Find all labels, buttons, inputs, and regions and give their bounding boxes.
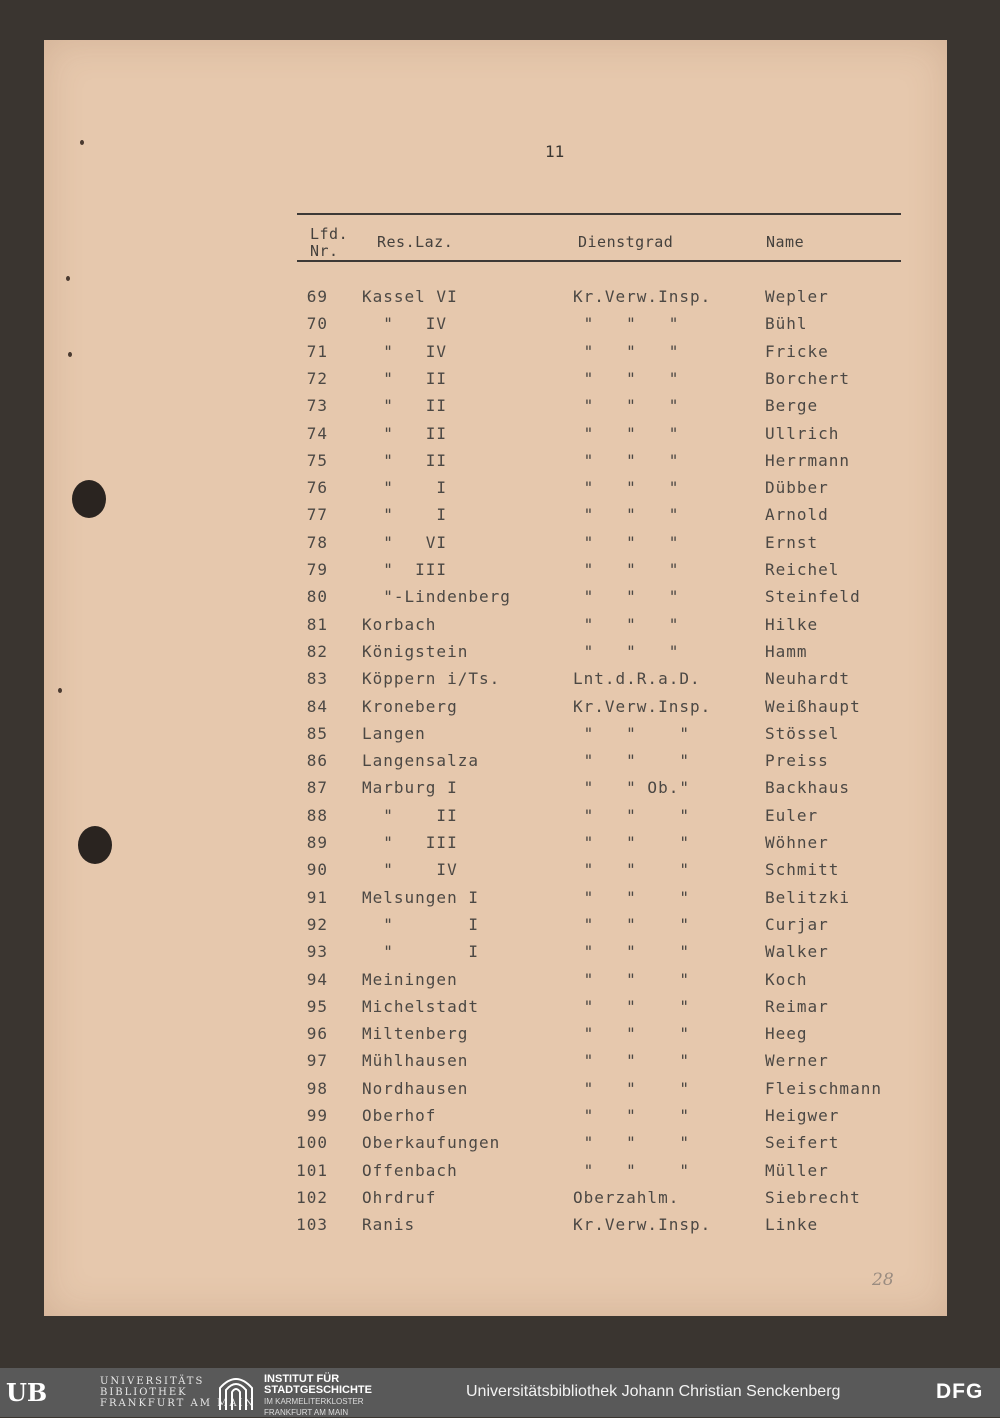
table-row xyxy=(0,778,1000,805)
isg-line-3: IM KARMELITERKLOSTER xyxy=(264,1397,364,1406)
table-row xyxy=(0,560,1000,587)
dienstgrad-cell: " " " xyxy=(573,341,680,361)
name-cell: Stössel xyxy=(765,723,840,743)
table-row xyxy=(0,424,1000,451)
res-laz-cell: Oberhof xyxy=(362,1106,437,1125)
row-number: 69 xyxy=(306,287,328,306)
res-laz-cell: Nordhausen xyxy=(362,1078,469,1098)
row-number: 74 xyxy=(306,423,328,443)
dienstgrad-cell: " " " xyxy=(573,368,680,388)
table-row xyxy=(0,915,1000,942)
name-cell: Hilke xyxy=(765,614,819,634)
res-laz-cell: Marburg I xyxy=(362,778,458,798)
table-row xyxy=(0,1161,1000,1188)
name-cell: Reichel xyxy=(765,560,840,579)
res-laz-cell: " I xyxy=(362,914,479,934)
res-laz-cell: " I xyxy=(362,478,448,498)
res-laz-cell: " IV xyxy=(362,860,458,880)
name-cell: Linke xyxy=(765,1215,819,1235)
name-cell: Siebrecht xyxy=(765,1187,861,1207)
res-laz-cell: Meiningen xyxy=(362,969,458,989)
ub-line-1: UNIVERSITÄTS xyxy=(100,1376,205,1387)
name-cell: Herrmann xyxy=(765,450,851,470)
table-row xyxy=(0,369,1000,396)
res-laz-cell: Langensalza xyxy=(362,751,479,771)
dienstgrad-cell: " " " xyxy=(573,914,690,934)
table-row xyxy=(0,833,1000,860)
name-cell: Preiss xyxy=(765,751,829,771)
name-cell: Heeg xyxy=(765,1024,808,1044)
row-number: 101 xyxy=(296,1160,328,1180)
row-number: 70 xyxy=(306,314,328,334)
dienstgrad-cell: " " " xyxy=(573,423,680,443)
row-number: 99 xyxy=(306,1106,328,1125)
table-row xyxy=(0,1215,1000,1242)
res-laz-cell: " IV xyxy=(362,341,448,361)
row-number: 94 xyxy=(306,969,328,989)
res-laz-cell: Ranis xyxy=(362,1215,416,1235)
dienstgrad-cell: " " " xyxy=(573,860,690,880)
dienstgrad-cell: " " " xyxy=(573,833,690,852)
name-cell: Schmitt xyxy=(765,860,840,880)
header-nr-line2: Nr. xyxy=(310,242,339,260)
dienstgrad-cell: " " " xyxy=(573,532,680,552)
dienstgrad-cell: " " " xyxy=(573,751,690,771)
ub-logo: UB xyxy=(6,1378,48,1407)
row-number: 98 xyxy=(306,1078,328,1098)
name-cell: Weißhaupt xyxy=(765,696,861,716)
isg-line-4: FRANKFURT AM MAIN xyxy=(264,1408,349,1417)
name-cell: Werner xyxy=(765,1051,829,1071)
row-number: 71 xyxy=(306,341,328,361)
name-cell: Dübber xyxy=(765,478,829,498)
dienstgrad-cell: " " " xyxy=(573,996,690,1016)
dienstgrad-cell: " " " xyxy=(573,505,680,525)
row-number: 100 xyxy=(296,1133,328,1153)
isg-line-2: STADTGESCHICHTE xyxy=(264,1384,372,1396)
res-laz-cell: " II xyxy=(362,396,448,416)
table-row xyxy=(0,615,1000,642)
row-number: 89 xyxy=(306,833,328,852)
header-res-laz: Res.Laz. xyxy=(377,233,454,251)
header-name: Name xyxy=(766,233,805,251)
table-row xyxy=(0,587,1000,614)
res-laz-cell: Köppern i/Ts. xyxy=(362,669,501,689)
ub-line-2: BIBLIOTHEK xyxy=(100,1387,188,1398)
res-laz-cell: Miltenberg xyxy=(362,1024,469,1044)
name-cell: Seifert xyxy=(765,1133,840,1153)
row-number: 82 xyxy=(306,641,328,661)
row-number: 81 xyxy=(306,614,328,634)
res-laz-cell: Oberkaufungen xyxy=(362,1133,501,1153)
name-cell: Ernst xyxy=(765,532,819,552)
name-cell: Borchert xyxy=(765,368,851,388)
name-cell: Fleischmann xyxy=(765,1078,882,1098)
name-cell: Reimar xyxy=(765,996,829,1016)
row-number: 88 xyxy=(306,805,328,825)
row-number: 77 xyxy=(306,505,328,525)
dienstgrad-cell: " " " xyxy=(573,560,680,579)
paper-speck xyxy=(80,140,84,145)
row-number: 103 xyxy=(296,1215,328,1235)
name-cell: Arnold xyxy=(765,505,829,525)
table-row xyxy=(0,505,1000,532)
dienstgrad-cell: " " " xyxy=(573,587,680,607)
row-number: 75 xyxy=(306,450,328,470)
name-cell: Heigwer xyxy=(765,1106,840,1125)
res-laz-cell: " I xyxy=(362,505,448,525)
name-cell: Ullrich xyxy=(765,423,840,443)
row-number: 73 xyxy=(306,396,328,416)
row-number: 95 xyxy=(306,996,328,1016)
row-number: 91 xyxy=(306,887,328,907)
row-number: 96 xyxy=(306,1024,328,1044)
dienstgrad-cell: " " " xyxy=(573,723,690,743)
row-number: 78 xyxy=(306,532,328,552)
table-row xyxy=(0,806,1000,833)
dienstgrad-cell: " " " xyxy=(573,1051,690,1071)
res-laz-cell: " I xyxy=(362,942,479,962)
dienstgrad-cell: " " " xyxy=(573,450,680,470)
name-cell: Hamm xyxy=(765,641,808,661)
table-row xyxy=(0,287,1000,314)
dienstgrad-cell: " " " xyxy=(573,1078,690,1098)
name-cell: Steinfeld xyxy=(765,587,861,607)
res-laz-cell: Königstein xyxy=(362,641,469,661)
table-row xyxy=(0,860,1000,887)
table-row xyxy=(0,451,1000,478)
name-cell: Walker xyxy=(765,942,829,962)
footer-library-name: Universitätsbibliothek Johann Christian Senckenberg xyxy=(466,1383,841,1400)
table-row xyxy=(0,1133,1000,1160)
row-number: 86 xyxy=(306,751,328,771)
res-laz-cell: " II xyxy=(362,423,448,443)
res-laz-cell: Korbach xyxy=(362,614,437,634)
ub-line-3: FRANKFURT AM MAIN xyxy=(100,1398,256,1409)
row-number: 72 xyxy=(306,368,328,388)
dfg-logo: DFG xyxy=(936,1380,984,1403)
table-row xyxy=(0,997,1000,1024)
res-laz-cell: Offenbach xyxy=(362,1160,458,1180)
isg-line-1: INSTITUT FÜR xyxy=(264,1373,340,1385)
table-row xyxy=(0,751,1000,778)
table-row xyxy=(0,342,1000,369)
row-number: 83 xyxy=(306,669,328,689)
row-number: 76 xyxy=(306,478,328,498)
res-laz-cell: Kassel VI xyxy=(362,287,458,306)
row-number: 90 xyxy=(306,860,328,880)
row-number: 79 xyxy=(306,560,328,579)
row-number: 80 xyxy=(306,587,328,607)
header-bottom-rule xyxy=(297,260,901,262)
res-laz-cell: " III xyxy=(362,560,448,579)
name-cell: Fricke xyxy=(765,341,829,361)
name-cell: Neuhardt xyxy=(765,669,851,689)
table-row xyxy=(0,478,1000,505)
dienstgrad-cell: " " " xyxy=(573,887,690,907)
row-number: 84 xyxy=(306,696,328,716)
res-laz-cell: "-Lindenberg xyxy=(362,587,511,607)
name-cell: Müller xyxy=(765,1160,829,1180)
table-row xyxy=(0,533,1000,560)
res-laz-cell: " II xyxy=(362,450,448,470)
row-number: 93 xyxy=(306,942,328,962)
page-number: 11 xyxy=(545,142,565,161)
dienstgrad-cell: " " " xyxy=(573,942,690,962)
dienstgrad-cell: " " " xyxy=(573,314,680,334)
name-cell: Belitzki xyxy=(765,887,851,907)
name-cell: Euler xyxy=(765,805,819,825)
dienstgrad-cell: " " " xyxy=(573,478,680,498)
name-cell: Curjar xyxy=(765,914,829,934)
table-row xyxy=(0,314,1000,341)
isg-arch-icon xyxy=(216,1374,256,1412)
dienstgrad-cell: " " " xyxy=(573,805,690,825)
res-laz-cell: Langen xyxy=(362,723,426,743)
dienstgrad-cell: " " " xyxy=(573,969,690,989)
table-row xyxy=(0,642,1000,669)
row-number: 97 xyxy=(306,1051,328,1071)
table-row xyxy=(0,970,1000,997)
row-number: 85 xyxy=(306,723,328,743)
dienstgrad-cell: Kr.Verw.Insp. xyxy=(573,696,712,716)
header-dienstgrad: Dienstgrad xyxy=(578,233,674,251)
res-laz-cell: " VI xyxy=(362,532,448,552)
name-cell: Wöhner xyxy=(765,833,829,852)
header-nr-line1: Lfd. xyxy=(310,225,349,243)
res-laz-cell: " II xyxy=(362,368,448,388)
footer-bar xyxy=(0,1368,1000,1417)
table-row xyxy=(0,1106,1000,1133)
dienstgrad-cell: " " " xyxy=(573,1160,690,1180)
name-cell: Berge xyxy=(765,396,819,416)
header-top-rule xyxy=(297,213,901,215)
table-row xyxy=(0,1051,1000,1078)
table-row xyxy=(0,888,1000,915)
dienstgrad-cell: Lnt.d.R.a.D. xyxy=(573,669,701,689)
row-number: 92 xyxy=(306,914,328,934)
paper-speck xyxy=(66,276,70,281)
res-laz-cell: Kroneberg xyxy=(362,696,458,716)
table-row xyxy=(0,1024,1000,1051)
res-laz-cell: " II xyxy=(362,805,458,825)
isg-name xyxy=(264,1374,372,1418)
row-number: 87 xyxy=(306,778,328,798)
res-laz-cell: " III xyxy=(362,833,458,852)
row-number: 102 xyxy=(296,1187,328,1207)
res-laz-cell: Michelstadt xyxy=(362,996,479,1016)
table-row xyxy=(0,1079,1000,1106)
name-cell: Bühl xyxy=(765,314,808,334)
table-row xyxy=(0,396,1000,423)
dienstgrad-cell: " " " xyxy=(573,1133,690,1153)
table-row xyxy=(0,724,1000,751)
dienstgrad-cell: Oberzahlm. xyxy=(573,1187,680,1207)
pencil-annotation: 28 xyxy=(872,1270,894,1290)
res-laz-cell: Melsungen I xyxy=(362,887,479,907)
res-laz-cell: Ohrdruf xyxy=(362,1187,437,1207)
dienstgrad-cell: " " Ob." xyxy=(573,778,690,798)
dienstgrad-cell: " " " xyxy=(573,614,680,634)
dienstgrad-cell: " " " xyxy=(573,1024,690,1044)
dienstgrad-cell: Kr.Verw.Insp. xyxy=(573,1215,712,1235)
dienstgrad-cell: " " " xyxy=(573,1106,690,1125)
dienstgrad-cell: Kr.Verw.Insp. xyxy=(573,287,712,306)
table-row xyxy=(0,1188,1000,1215)
table-row xyxy=(0,942,1000,969)
dienstgrad-cell: " " " xyxy=(573,396,680,416)
name-cell: Backhaus xyxy=(765,778,851,798)
res-laz-cell: " IV xyxy=(362,314,448,334)
name-cell: Koch xyxy=(765,969,808,989)
name-cell: Wepler xyxy=(765,287,829,306)
dienstgrad-cell: " " " xyxy=(573,641,680,661)
res-laz-cell: Mühlhausen xyxy=(362,1051,469,1071)
table-row xyxy=(0,669,1000,696)
table-row xyxy=(0,697,1000,724)
